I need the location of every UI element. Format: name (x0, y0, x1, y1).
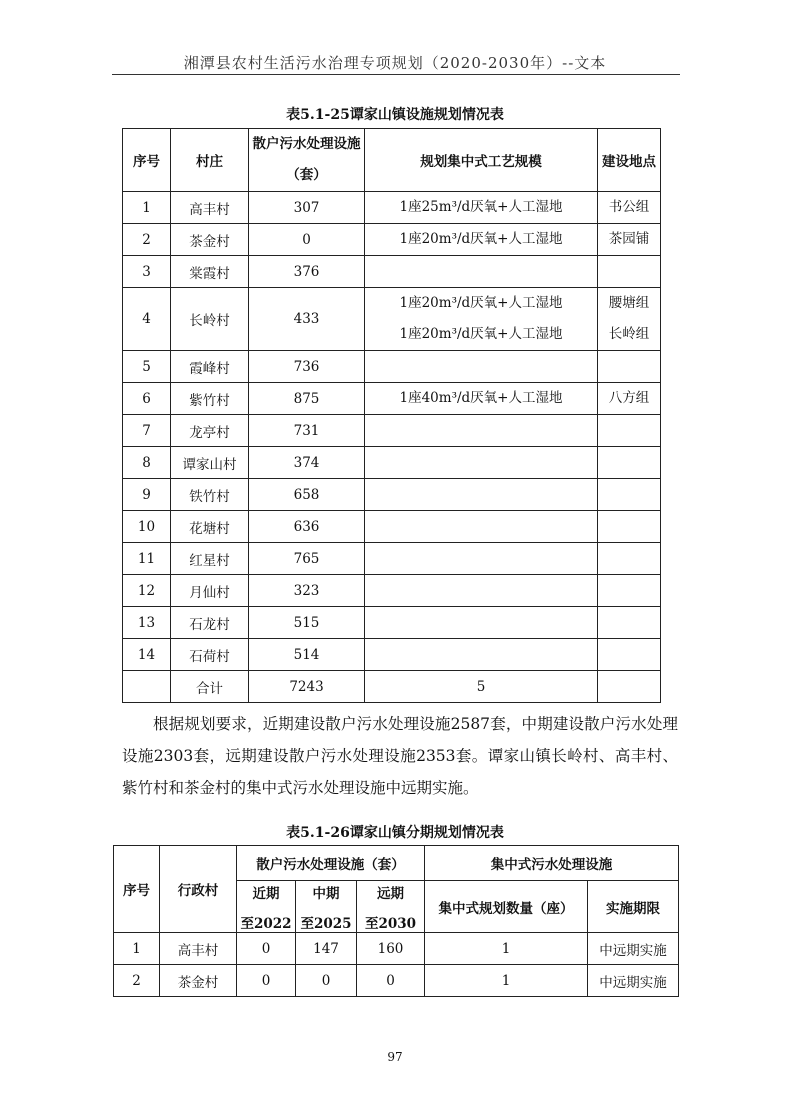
central-qty: 1 (425, 933, 588, 965)
build-site (598, 479, 661, 511)
near-count: 0 (237, 965, 296, 997)
build-site (598, 415, 661, 447)
scattered-count: 515 (249, 607, 365, 639)
document-header: 湘潭县农村生活污水治理专项规划（2020-2030年）--文本 (183, 54, 607, 72)
row-number: 12 (123, 575, 171, 607)
row-number: 2 (123, 224, 171, 256)
col-header-village: 村庄 (171, 129, 249, 192)
scattered-count: 736 (249, 351, 365, 383)
row-number: 1 (114, 933, 160, 965)
table-row (123, 607, 661, 639)
village-name: 石荷村 (171, 639, 249, 671)
central-qty: 1 (425, 965, 588, 997)
col-header-scale: 规划集中式工艺规模 (365, 129, 598, 192)
build-site (598, 511, 661, 543)
facility-plan-table (122, 128, 661, 703)
near-year: 至2022 (240, 915, 292, 932)
build-site (598, 224, 661, 256)
mid-label: 中期 (312, 885, 340, 902)
col-header-site: 建设地点 (598, 129, 661, 192)
table-row (123, 479, 661, 511)
col-header-qty: 集中式规划数量（座） (425, 881, 588, 933)
central-scale (365, 224, 598, 256)
mid-year: 至2025 (300, 915, 352, 932)
total-blank (123, 671, 171, 703)
period: 中远期实施 (588, 933, 679, 965)
village-name: 棠霞村 (171, 256, 249, 288)
row-number: 1 (123, 192, 171, 224)
central-scale (365, 511, 598, 543)
build-site (598, 383, 661, 415)
table-row (123, 192, 661, 224)
row-number: 9 (123, 479, 171, 511)
scattered-count: 875 (249, 383, 365, 415)
village-name: 茶金村 (160, 965, 237, 997)
central-scale (365, 639, 598, 671)
scale-line: 1座25m³/d厌氧+人工湿地 (399, 199, 563, 215)
scattered-count: 765 (249, 543, 365, 575)
scattered-count: 433 (249, 288, 365, 351)
village-name: 红星村 (171, 543, 249, 575)
row-number: 3 (123, 256, 171, 288)
scattered-count: 658 (249, 479, 365, 511)
scattered-count: 323 (249, 575, 365, 607)
village-name: 高丰村 (171, 192, 249, 224)
table-row (123, 224, 661, 256)
village-name: 霞峰村 (171, 351, 249, 383)
col-header-no: 序号 (123, 129, 171, 192)
row-number: 6 (123, 383, 171, 415)
col-header-near (237, 881, 296, 933)
central-scale (365, 383, 598, 415)
phased-plan-table (113, 845, 679, 997)
scattered-count: 514 (249, 639, 365, 671)
build-site (598, 607, 661, 639)
row-number: 11 (123, 543, 171, 575)
site-line: 长岭组 (608, 326, 650, 342)
village-name: 谭家山村 (171, 447, 249, 479)
village-name: 紫竹村 (171, 383, 249, 415)
scattered-count: 307 (249, 192, 365, 224)
far-label: 远期 (377, 885, 404, 902)
site-line: 八方组 (608, 390, 650, 406)
row-number: 14 (123, 639, 171, 671)
col-header-no: 序号 (114, 846, 160, 933)
period: 中远期实施 (588, 965, 679, 997)
col-header-scattered: 散户污水处理设施（套） (237, 846, 425, 881)
build-site (598, 575, 661, 607)
total-scale: 5 (365, 671, 598, 703)
total-label: 合计 (171, 671, 249, 703)
scattered-count: 0 (249, 224, 365, 256)
near-count: 0 (237, 933, 296, 965)
build-site (598, 447, 661, 479)
table-row (123, 288, 661, 351)
village-name: 茶金村 (171, 224, 249, 256)
table-row (123, 256, 661, 288)
scale-line: 1座20m³/d厌氧+人工湿地 (399, 295, 563, 311)
scattered-count: 636 (249, 511, 365, 543)
central-scale (365, 192, 598, 224)
total-count: 7243 (249, 671, 365, 703)
mid-count: 147 (296, 933, 357, 965)
village-name: 高丰村 (160, 933, 237, 965)
row-number: 7 (123, 415, 171, 447)
scattered-count: 374 (249, 447, 365, 479)
site-line: 茶园铺 (608, 231, 650, 247)
body-paragraph: 根据规划要求，近期建设散户污水处理设施2587套，中期建设散户污水处理设施2303套，远期建设散户污水处理设施2353套。谭家山镇长岭村、高丰村、紫竹村和茶金村的集中式污水处理设施中远期实施。 (122, 715, 678, 797)
total-row (123, 671, 661, 703)
build-site (598, 351, 661, 383)
central-scale (365, 256, 598, 288)
table-row (114, 965, 679, 997)
table2-caption: 表5.1-26谭家山镇分期规划情况表 (286, 825, 504, 841)
build-site (598, 256, 661, 288)
central-scale (365, 575, 598, 607)
far-count: 0 (357, 965, 425, 997)
table-row (123, 415, 661, 447)
site-line: 书公组 (608, 199, 650, 215)
scattered-count: 731 (249, 415, 365, 447)
village-name: 铁竹村 (171, 479, 249, 511)
row-number: 5 (123, 351, 171, 383)
total-blank (598, 671, 661, 703)
row-number: 2 (114, 965, 160, 997)
village-name: 龙亭村 (171, 415, 249, 447)
scale-line: 1座20m³/d厌氧+人工湿地 (399, 326, 563, 342)
scale-line: 1座40m³/d厌氧+人工湿地 (399, 390, 563, 406)
page-number: 97 (387, 1050, 403, 1064)
far-year: 至2030 (364, 915, 417, 932)
col-header-mid (296, 881, 357, 933)
central-scale (365, 607, 598, 639)
village-name: 石龙村 (171, 607, 249, 639)
row-number: 8 (123, 447, 171, 479)
table-row (123, 447, 661, 479)
far-count: 160 (357, 933, 425, 965)
row-number: 13 (123, 607, 171, 639)
row-number: 10 (123, 511, 171, 543)
central-scale (365, 415, 598, 447)
col-header-central: 集中式污水处理设施 (425, 846, 679, 881)
central-scale (365, 479, 598, 511)
table-row (123, 639, 661, 671)
mid-count: 0 (296, 965, 357, 997)
table-row (123, 543, 661, 575)
table1-caption: 表5.1-25谭家山镇设施规划情况表 (286, 107, 504, 123)
scattered-count: 376 (249, 256, 365, 288)
table-row (123, 575, 661, 607)
site-line: 腰塘组 (608, 295, 650, 311)
central-scale (365, 447, 598, 479)
build-site (598, 288, 661, 351)
table-row (114, 933, 679, 965)
col-header-far (357, 881, 425, 933)
col-header-village: 行政村 (160, 846, 237, 933)
village-name: 月仙村 (171, 575, 249, 607)
table-row (123, 383, 661, 415)
header-rule (112, 74, 680, 75)
build-site (598, 543, 661, 575)
village-name: 长岭村 (171, 288, 249, 351)
scale-line: 1座20m³/d厌氧+人工湿地 (399, 231, 563, 247)
build-site (598, 192, 661, 224)
table-row (123, 351, 661, 383)
build-site (598, 639, 661, 671)
village-name: 花塘村 (171, 511, 249, 543)
near-label: 近期 (252, 885, 280, 902)
central-scale (365, 351, 598, 383)
central-scale (365, 543, 598, 575)
row-number: 4 (123, 288, 171, 351)
table-row (123, 511, 661, 543)
col-header-scattered: 散户污水处理设施（套） (249, 129, 365, 192)
central-scale (365, 288, 598, 351)
col-header-period: 实施期限 (588, 881, 679, 933)
